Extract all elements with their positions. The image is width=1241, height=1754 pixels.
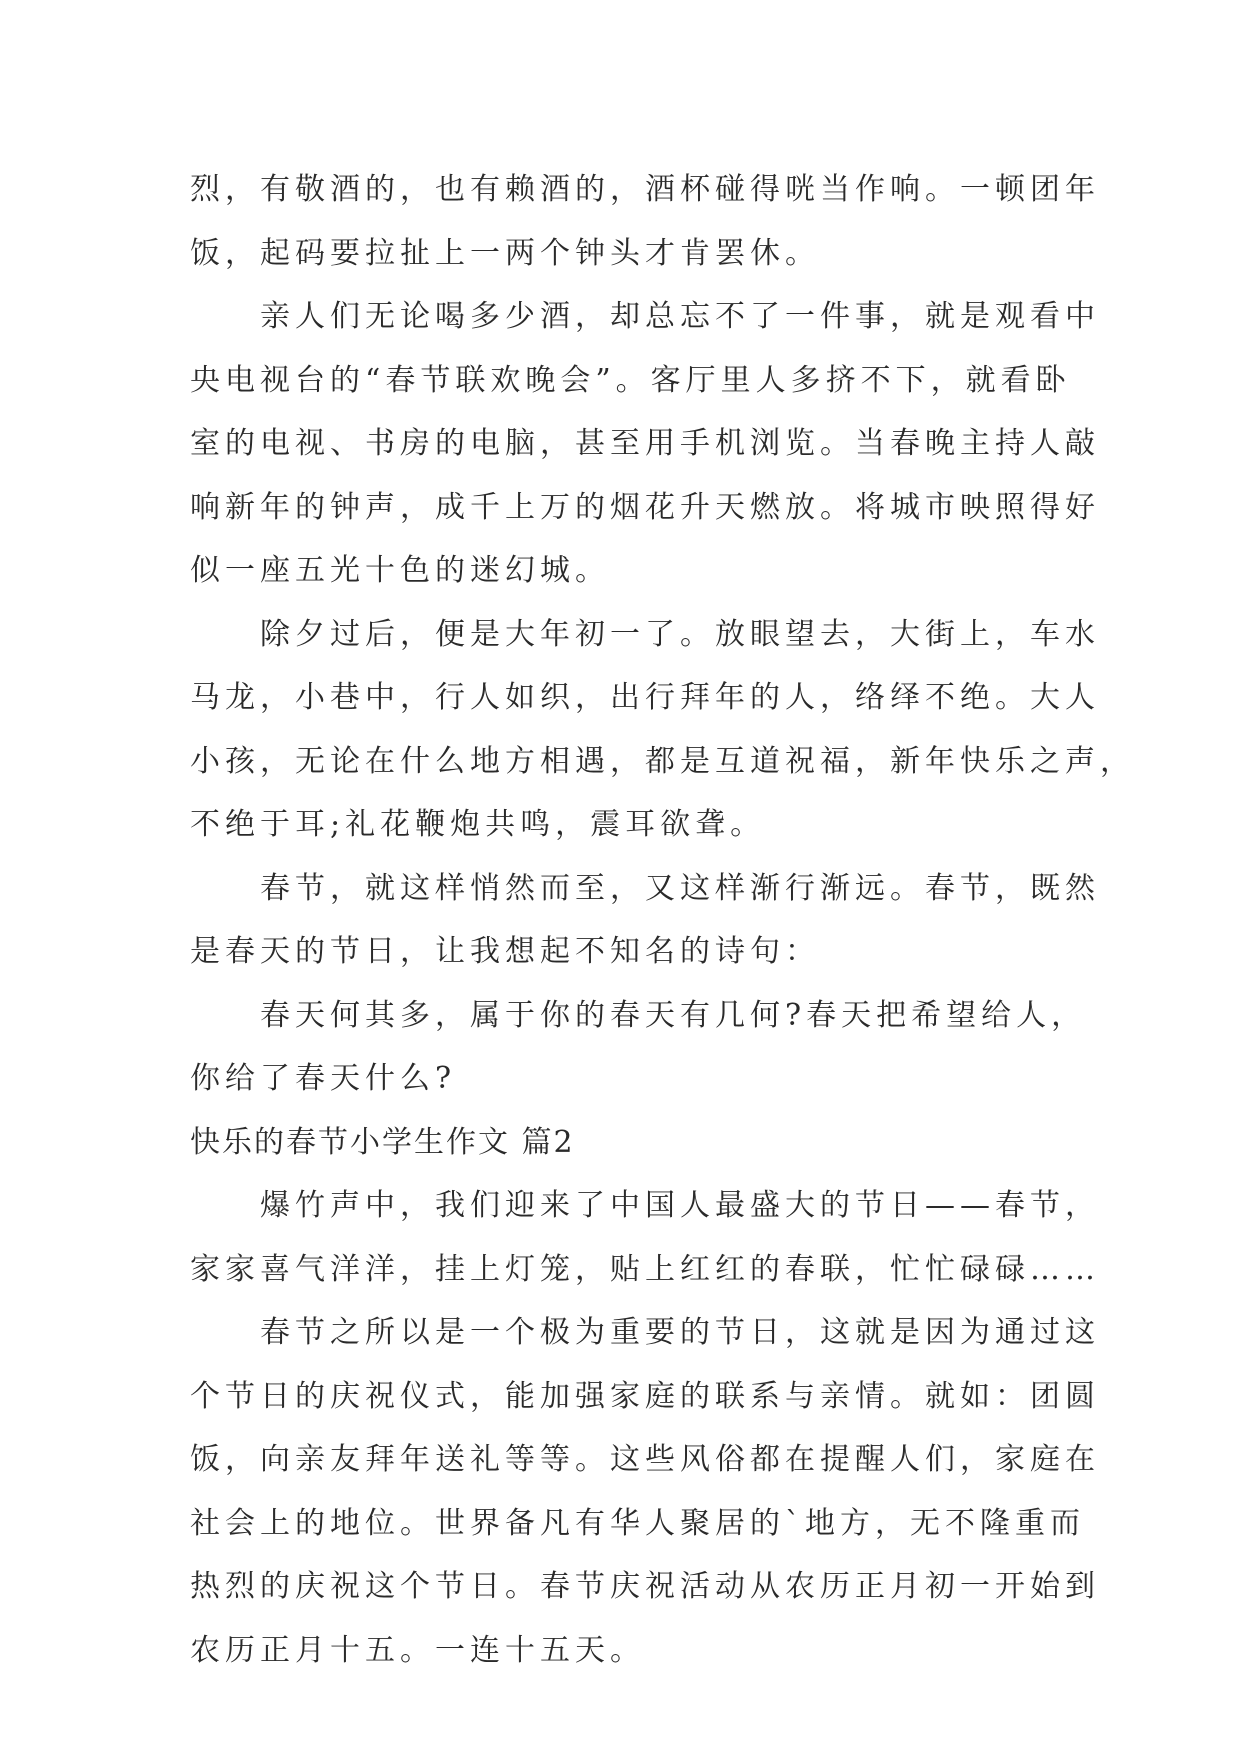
text-line: 农历正月十五。一连十五天。 — [190, 1632, 645, 1668]
text-line: 个节日的庆祝仪式，能加强家庭的联系与亲情。就如：团圆 — [190, 1378, 1100, 1414]
paragraph-start-line: 爆竹声中，我们迎来了中国人最盛大的节日——春节， — [260, 1188, 1100, 1223]
text-line: 饭，起码要拉扯上一两个钟头才肯罢休。 — [190, 235, 820, 271]
text-line: 你给了春天什么? — [190, 1061, 457, 1096]
section-heading: 快乐的春节小学生作文 篇2 — [190, 1124, 575, 1160]
text-line: 小孩，无论在什么地方相遇，都是互道祝福，新年快乐之声， — [190, 743, 1135, 779]
text-line: 央电视台的“春节联欢晚会”。客厅里人多挤不下，就看卧 — [190, 362, 1071, 398]
text-line: 室的电视、书房的电脑，甚至用手机浏览。当春晚主持人敲 — [190, 426, 1100, 461]
paragraph-start-line: 除夕过后，便是大年初一了。放眼望去，大街上，车水 — [260, 616, 1100, 652]
text-line: 热烈的庆祝这个节日。春节庆祝活动从农历正月初一开始到 — [190, 1569, 1100, 1604]
paragraph-start-line: 春节之所以是一个极为重要的节日，这就是因为通过这 — [260, 1315, 1100, 1350]
document-body — [190, 158, 1135, 1682]
text-line: 不绝于耳;礼花鞭炮共鸣，震耳欲聋。 — [190, 807, 766, 842]
paragraph-start-line: 春节，就这样悄然而至，又这样渐行渐远。春节，既然 — [260, 870, 1100, 906]
text-line: 是春天的节日，让我想起不知名的诗句： — [190, 934, 820, 969]
paragraph-start-line: 亲人们无论喝多少酒，却总忘不了一件事，就是观看中 — [260, 299, 1100, 334]
text-line: 响新年的钟声，成千上万的烟花升天燃放。将城市映照得好 — [190, 489, 1100, 525]
text-line: 似一座五光十色的迷幻城。 — [190, 553, 610, 588]
text-line: 马龙，小巷中，行人如织，出行拜年的人，络绎不绝。大人 — [190, 680, 1100, 715]
text-line: 社会上的地位。世界备凡有华人聚居的`地方，无不隆重而 — [190, 1505, 1085, 1541]
text-line: 烈，有敬酒的，也有赖酒的，酒杯碰得咣当作响。一顿团年 — [190, 172, 1100, 207]
paragraph-start-line: 春天何其多，属于你的春天有几何?春天把希望给人， — [260, 997, 1087, 1033]
text-line: 家家喜气洋洋，挂上灯笼，贴上红红的春联，忙忙碌碌…… — [190, 1251, 1100, 1287]
text-line: 饭，向亲友拜年送礼等等。这些风俗都在提醒人们，家庭在 — [190, 1442, 1100, 1477]
